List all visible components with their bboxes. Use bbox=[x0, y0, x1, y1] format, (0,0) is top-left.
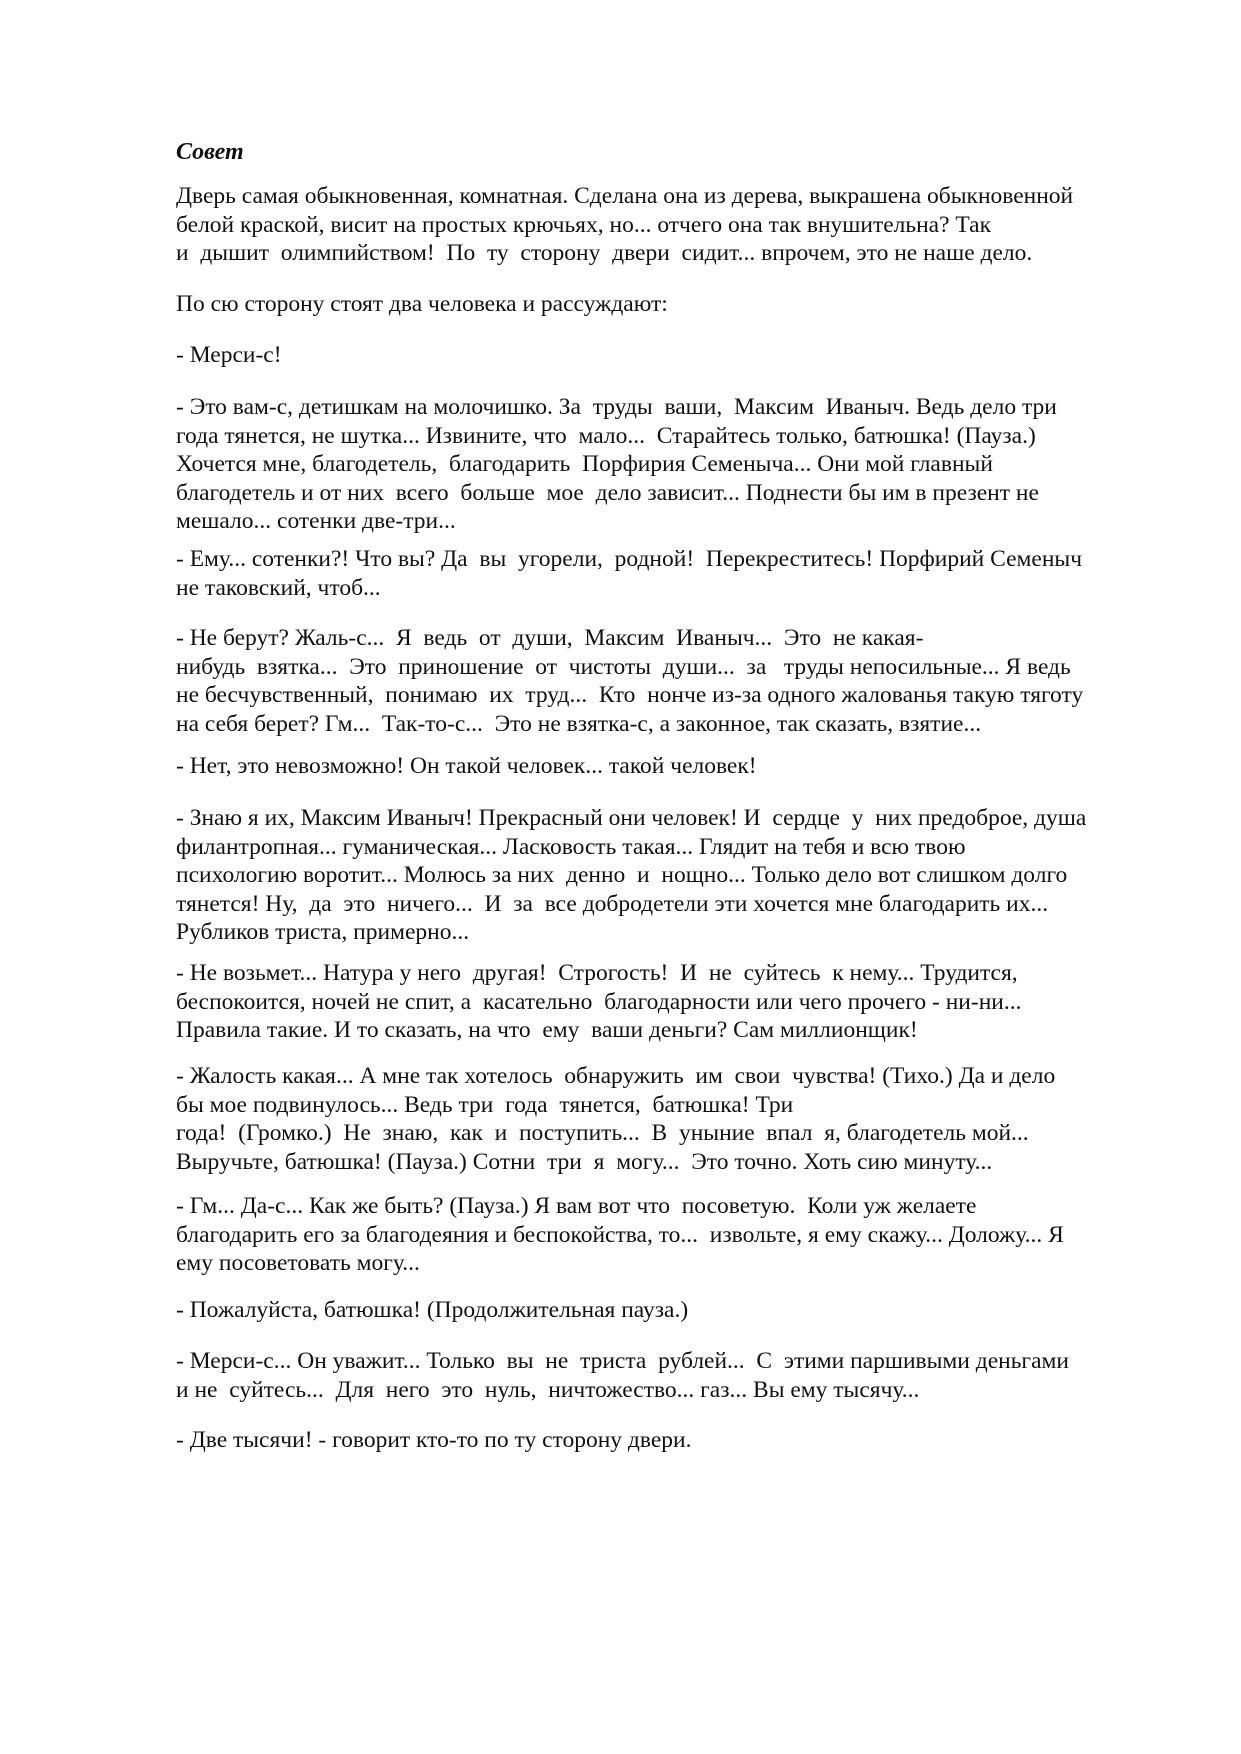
paragraph bbox=[176, 290, 1166, 319]
text-line: благодарить его за благодеяния и беспокойства, то... извольте, я ему скажу... Доложу... Я bbox=[176, 1221, 1064, 1248]
text-line: - Это вам-с, детишкам на молочишко. За труды ваши, Максим Иваныч. Ведь дело три bbox=[176, 394, 1057, 420]
paragraph bbox=[176, 182, 1166, 268]
text-line: не таковский, чтоб... bbox=[176, 574, 381, 601]
text-line: психологию воротит... Молюсь за них денно и нощно... Только дело вот слишком долго bbox=[176, 862, 1068, 889]
paragraph bbox=[176, 752, 1166, 781]
text-line: - Нет, это невозможно! Он такой человек... такой человек! bbox=[176, 753, 757, 779]
paragraph bbox=[176, 1347, 1166, 1404]
text-line: Дверь самая обыкновенная, комнатная. Сделана она из дерева, выкрашена обыкновенной bbox=[176, 183, 1074, 209]
text-line: бы мое подвинулось... Ведь три года тянется, батюшка! Три bbox=[176, 1091, 794, 1118]
paragraph bbox=[176, 1296, 1166, 1325]
paragraph bbox=[176, 1192, 1166, 1278]
paragraph bbox=[176, 1426, 1166, 1455]
paragraph bbox=[176, 341, 1166, 370]
text-line: Рубликов триста, примерно... bbox=[176, 919, 470, 946]
text-line: - Пожалуйста, батюшка! (Продолжительная пауза.) bbox=[176, 1297, 689, 1323]
text-line: - Ему... сотенки?! Что вы? Да вы угорели, родной! Перекреститесь! Порфирий Семеныч bbox=[176, 546, 1083, 572]
text-line: благодетель и от них всего больше мое дело зависит... Поднести бы им в презент не bbox=[176, 479, 1039, 506]
text-line: филантропная... гуманическая... Ласковость такая... Глядит на тебя и всю твою bbox=[176, 833, 966, 860]
text-line: мешало... сотенки две-три... bbox=[176, 508, 456, 535]
text-line: и не суйтесь... Для него это нуль, ничтожество... газ... Вы ему тысячу... bbox=[176, 1376, 920, 1403]
text-line: года тянется, не шутка... Извините, что мало... Старайтесь только, батюшка! (Пауза.) bbox=[176, 422, 1036, 449]
text-line: ему посоветовать могу... bbox=[176, 1250, 420, 1277]
text-line: беспокоится, ночей не спит, а касательно благодарности или чего прочего - ни-ни... bbox=[176, 988, 1022, 1015]
text-line: и дышит олимпийством! По ту сторону двери сидит... впрочем, это не наше дело. bbox=[176, 240, 1033, 267]
paragraph bbox=[176, 804, 1166, 947]
text-line: - Мерси-с... Он уважит... Только вы не триста рублей... С этими паршивыми деньгами bbox=[176, 1348, 1069, 1374]
text-line: По сю сторону стоят два человека и рассуждают: bbox=[176, 291, 668, 317]
text-line: не бесчувственный, понимаю их труд... Кто нонче из-за одного жалованья такую тяготу bbox=[176, 682, 1084, 709]
text-line: - Две тысячи! - говорит кто-то по ту сторону двери. bbox=[176, 1427, 692, 1453]
document-title: Совет bbox=[176, 139, 244, 165]
paragraph bbox=[176, 624, 1166, 738]
text-line: нибудь взятка... Это приношение от чистоты души... за труды непосильные... Я ведь bbox=[176, 653, 1071, 680]
paragraph bbox=[176, 959, 1166, 1045]
text-line: Хочется мне, благодетель, благодарить Порфирия Семеныча... Они мой главный bbox=[176, 451, 993, 478]
text-line: - Не берут? Жаль-с... Я ведь от души, Максим Иваныч... Это не какая- bbox=[176, 625, 924, 651]
text-line: - Мерси-с! bbox=[176, 342, 282, 368]
text-line: тянется! Ну, да это ничего... И за все добродетели эти хочется мне благодарить их... bbox=[176, 890, 1049, 917]
paragraph bbox=[176, 545, 1166, 602]
text-line: Выручьте, батюшка! (Пауза.) Сотни три я могу... Это точно. Хоть сию минуту... bbox=[176, 1148, 993, 1175]
text-line: - Знаю я их, Максим Иваныч! Прекрасный они человек! И сердце у них предоброе, душа bbox=[176, 805, 1087, 831]
paragraph bbox=[176, 393, 1166, 536]
text-line: - Гм... Да-с... Как же быть? (Пауза.) Я вам вот что посоветую. Коли уж желаете bbox=[176, 1193, 977, 1219]
text-line: года! (Громко.) Не знаю, как и поступить... В уныние впал я, благодетель мой... bbox=[176, 1120, 1029, 1147]
text-line: на себя берет? Гм... Так-то-с... Это не взятка-с, а законное, так сказать, взятие... bbox=[176, 710, 982, 737]
text-line: - Не возьмет... Натура у него другая! Строгость! И не суйтесь к нему... Трудится, bbox=[176, 960, 1018, 986]
text-line: Правила такие. И то сказать, на что ему ваши деньги? Сам миллионщик! bbox=[176, 1017, 918, 1044]
text-line: - Жалость какая... А мне так хотелось обнаружить им свои чувства! (Тихо.) Да и дело bbox=[176, 1063, 1056, 1089]
text-line: белой краской, висит на простых крючьях, но... отчего она так внушительна? Так bbox=[176, 211, 992, 238]
paragraph bbox=[176, 1062, 1166, 1176]
